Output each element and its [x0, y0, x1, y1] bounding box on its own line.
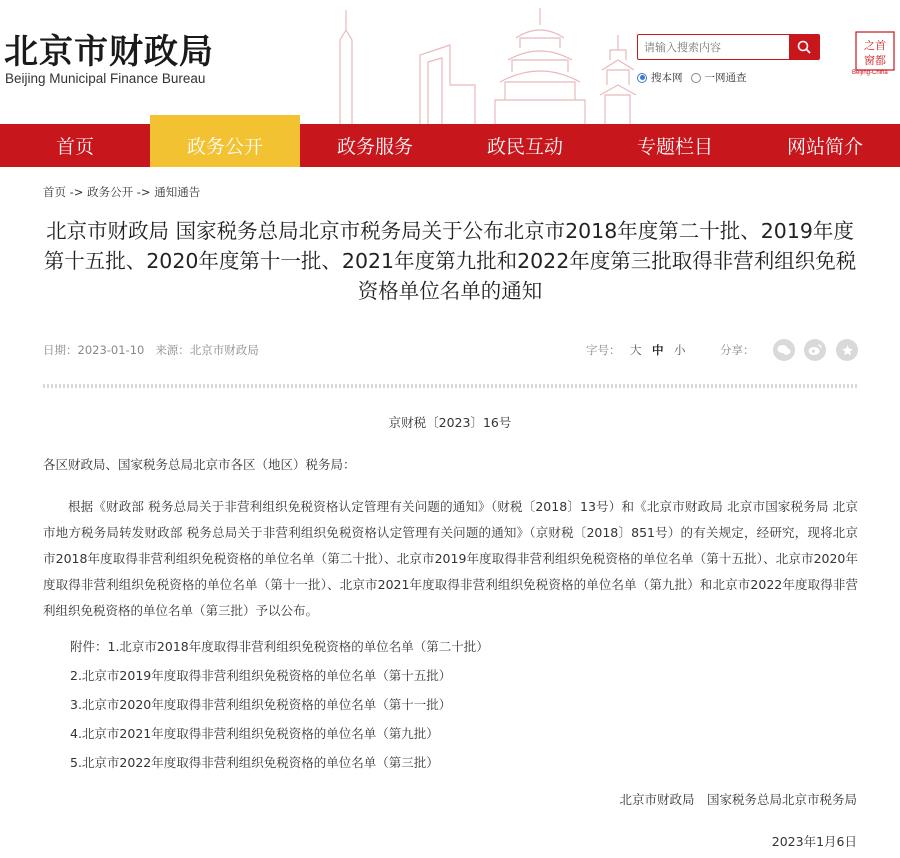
nav-item-topics[interactable]: 专题栏目: [636, 136, 713, 158]
date-label: 日期：: [43, 343, 78, 357]
logo-caption: Beijing-China: [852, 70, 888, 76]
breadcrumb-separator: ->: [133, 185, 155, 199]
search-button[interactable]: [789, 35, 819, 59]
breadcrumb-notices[interactable]: 通知通告: [154, 185, 201, 199]
breadcrumb: [43, 184, 200, 200]
breadcrumb-gov-affairs[interactable]: 政务公开: [87, 185, 134, 199]
font-size-large[interactable]: 大: [630, 343, 642, 357]
site-logo-cn[interactable]: 北京市财政局: [4, 32, 214, 72]
attachment-link-3[interactable]: 3.北京市2020年度取得非营利组织免税资格的单位名单（第十一批）: [70, 697, 452, 712]
search-box: [637, 34, 820, 60]
skyline-illustration: [300, 0, 640, 124]
nav-item-home[interactable]: 首页: [55, 136, 94, 158]
radio-unchecked-icon[interactable]: [691, 73, 701, 83]
search-scope-site-label: 搜本网: [651, 72, 683, 84]
site-header: [0, 0, 900, 124]
search-input[interactable]: [638, 35, 790, 59]
nav-item-gov-services[interactable]: 政务服务: [336, 136, 413, 158]
attachment-link-2[interactable]: 2.北京市2019年度取得非营利组织免税资格的单位名单（第十五批）: [70, 668, 452, 683]
divider: [43, 384, 858, 388]
font-size-medium[interactable]: 中: [652, 343, 664, 357]
search-scope-all[interactable]: [691, 70, 747, 85]
breadcrumb-home[interactable]: 首页: [43, 185, 66, 199]
article-title: 北京市财政局 国家税务总局北京市税务局关于公布北京市2018年度第二十批、2019年度第十五批、2020年度第十一批、2021年度第九批和2022年度第三批取得非营利组织免税资格单位名单的通知: [43, 219, 857, 303]
font-size-small[interactable]: 小: [674, 343, 686, 357]
share-label: 分享：: [720, 343, 755, 357]
signer: 北京市财政局 国家税务总局北京市税务局: [619, 792, 857, 807]
font-size-label: 字号：: [586, 343, 621, 357]
radio-checked-icon[interactable]: [637, 73, 647, 83]
breadcrumb-separator: ->: [66, 185, 88, 199]
attachment-link-1[interactable]: 附件：1.北京市2018年度取得非营利组织免税资格的单位名单（第二十批）: [70, 639, 489, 654]
article-meta: [43, 342, 259, 358]
weibo-icon[interactable]: [804, 339, 826, 361]
search-scope-site[interactable]: [637, 70, 683, 85]
publish-date: 2023-01-10: [77, 343, 145, 357]
nav-item-gov-affairs[interactable]: 政务公开: [150, 115, 300, 167]
nav-item-interaction[interactable]: 政民互动: [486, 136, 563, 158]
main-nav: [0, 124, 900, 167]
wechat-icon[interactable]: [773, 339, 795, 361]
source-name: 北京市财政局: [189, 343, 259, 357]
attachment-link-5[interactable]: 5.北京市2022年度取得非营利组织免税资格的单位名单（第三批）: [70, 755, 439, 770]
nav-item-about[interactable]: 网站简介: [786, 136, 863, 158]
search-scope: [637, 70, 755, 85]
attachment-link-4[interactable]: 4.北京市2021年度取得非营利组织免税资格的单位名单（第九批）: [70, 726, 439, 741]
document-number: 京财税〔2023〕16号: [388, 415, 512, 430]
main-paragraph: 根据《财政部 税务总局关于非营利组织免税资格认定管理有关问题的通知》（财税〔2018〕13号）和《北京市财政局 北京市国家税务局 北京市地方税务局转发财政部 税务总局关于非营利组织免税资格认定管理有关问题的通知》（京财税〔2018〕851号）的有关规定，经研究，现将北京市2018年度取得非营利组织免税资格的单位名单（第二十批）、北京市2019年度取得非营利组织免税资格的单位名单（第十五批）、北京市2020年度取得非营利组织免税资格的单位名单（第十一批）、北京市2021年度取得非营利组织免税资格的单位名单（第九批）和北京市2022年度取得非营利组织免税资格的单位名单（第三批）予以公布。: [43, 499, 858, 618]
sign-date: 2023年1月6日: [771, 834, 857, 849]
search-icon: [797, 40, 811, 54]
addressee: 各区财政局、国家税务总局北京市各区（地区）税务局：: [43, 457, 356, 472]
svg-text:之首: 之首: [864, 39, 886, 52]
site-logo-en[interactable]: Beijing Municipal Finance Bureau: [5, 71, 206, 86]
svg-text:窗都: 窗都: [864, 54, 886, 67]
favorite-icon[interactable]: [836, 339, 858, 361]
source-label: 来源：: [155, 343, 190, 357]
search-scope-all-label: 一网通查: [704, 72, 747, 84]
